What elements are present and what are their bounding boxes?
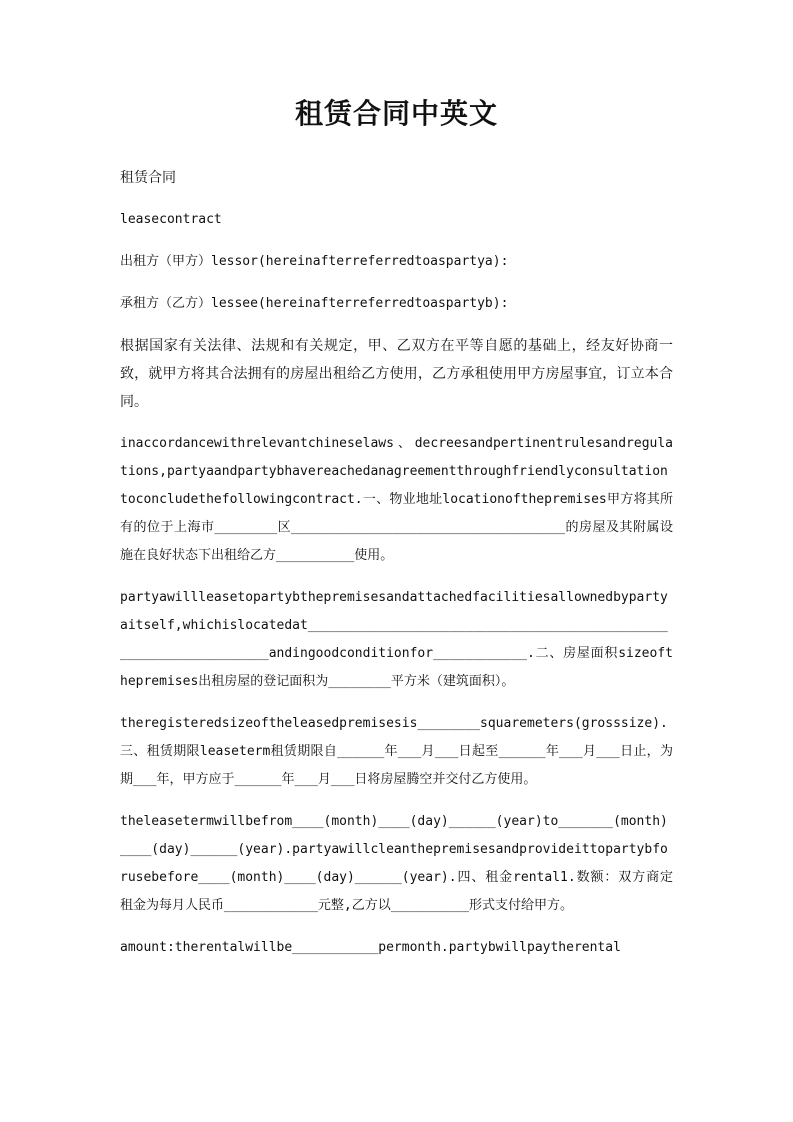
paragraph-lessor: 出租方（甲方）lessor(hereinafterreferredtoaspartya):	[120, 254, 509, 269]
paragraph-rental: theleasetermwillbefrom____(month)____(day)______(year)to_______(month)____(day)______(year).partyawillcleanthepremisesandprovideittopartybforusebefore____(month)____(day)______(year).四、租金rental1.数额：双方商定租金为每月人民币____________元整,乙方以__________形式支付给甲方。	[120, 814, 673, 913]
paragraph-premises-size: partyawillleasetopartybthepremisesandattachedfacilitiesallownedbypartyaitself,whichislocatedat_________________________________________________________________andingoodconditionfor____________.二、房屋面积sizeofthepremises出租房屋的登记面积为________平方米（建筑面积）。	[120, 590, 673, 689]
paragraph-amount: amount:therentalwillbe___________permonth.partybwillpaytherental	[120, 940, 621, 955]
paragraph-location: inaccordancewithrelevantchineselaws、decreesandpertinentrulesandregulations,partyaandpartybhavereachedanagreementthroughfriendlyconsultationtoconcludethefollowingcontract.一、物业地址locationofthepremises甲方将其所有的位于上海市________区___________________________________的房屋及其附属设施在良好状态下出租给乙方__________使用。	[120, 436, 673, 563]
paragraph-lease-term: theregisteredsizeoftheleasedpremisesis________squaremeters(grosssize).三、租赁期限leaseterm租赁期限自______年___月___日起至______年___月___日止，为期___年，甲方应于______年___月___日将房屋腾空并交付乙方使用。	[120, 716, 673, 787]
paragraph-contract-en: leasecontract	[120, 212, 222, 227]
paragraph-lessee: 承租方（乙方）lessee(hereinafterreferredtoaspartyb):	[120, 296, 509, 311]
paragraph-agreement-cn: 根据国家有关法律、法规和有关规定，甲、乙双方在平等自愿的基础上，经友好协商一致，就甲方将其合法拥有的房屋出租给乙方使用，乙方承租使用甲方房屋事宜，订立本合同。	[120, 338, 673, 410]
document-title: 租赁合同中英文	[294, 97, 498, 130]
paragraph-contract-cn: 租赁合同	[120, 170, 176, 186]
